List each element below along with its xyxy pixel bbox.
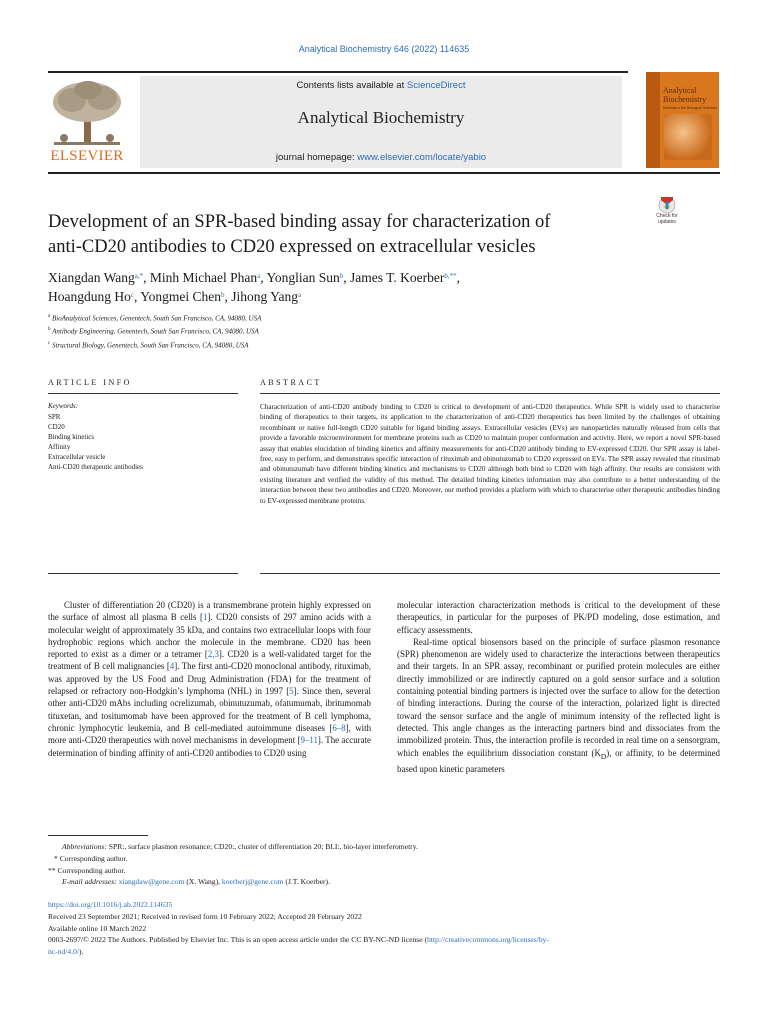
running-header[interactable]: Analytical Biochemistry 646 (2022) 114635 [298,44,470,54]
author-separator: , [456,270,460,285]
affiliation-text: Structural Biology, Genentech, South San Francisco, CA, 94080, USA [51,340,249,349]
affiliation-text: BioAnalytical Sciences, Genentech, South San Francisco, CA, 94080, USA [51,314,262,323]
journal-homepage-link[interactable]: www.elsevier.com/locate/yabio [357,152,487,163]
body-text: ]. The first anti-CD20 monoclonal antibody, rituximab, was approved by the US Food and Drug Administration (FDA) for the treatment of relapsed or refractory non-Hodgkin’s lymphoma (NHL) in 1997 [ [48,661,371,697]
author [48,289,140,304]
citation-link[interactable]: 9–11 [300,735,318,746]
body-text: ]. CD20 consists of 297 amino acids with a molecular weight of approximately 35 kDa, and contains two extracellular loops with four hydrophobic regions which anchor the molecule in the membrane. CD20 has been reported to exist as a dimer or a tetramer [ [48,612,371,660]
author-name: Hoangdung Ho [48,289,131,304]
email-link-koerber[interactable]: koerberj@gene.com [221,877,284,887]
article-info-heading: ARTICLE INFO [48,378,132,387]
affiliation-marker: c [48,340,51,346]
author [150,270,267,285]
author-affiliation-marker[interactable]: a [257,272,261,280]
author-affiliation-marker[interactable]: b [339,272,344,280]
author-separator: , [343,270,351,285]
received-dates: Received 23 September 2021; Received in revised form 10 February 2022; Accepted 28 February 2022 [48,911,362,921]
affiliation [48,311,608,324]
abstract-heading: ABSTRACT [260,378,322,387]
body-text: ]. The accurate determination of binding affinity of anti-CD20 antibodies to CD20 using [48,735,371,758]
journal-cover-thumbnail[interactable] [646,72,719,168]
sciencedirect-link[interactable]: ScienceDirect [406,80,466,91]
license-statement [48,934,720,958]
keyword: SPR [48,413,61,421]
keyword: Affinity [48,443,71,451]
corresponding-author-footnote: * Corresponding author. [54,853,128,863]
crossmark-icon [650,196,684,214]
author [350,270,460,285]
author-list [48,268,608,306]
body-text: ]. Since then, several other anti-CD20 mAbs including ocrelizumab, obinutuzumab, ofatumumab, ibritumomab tituxetan, and tositumomab have been approved for the treatment of B cell lymphoma, chronic lymphocytic leukemia, and B cell-mediated autoimmune diseases [ [48,686,371,733]
abstract-text: Characterization of anti-CD20 antibody binding to CD20 is critical to development of anti-CD20 therapeutics. While SPR is widely used to characterise binding of therapeutics to their targets, its application to the characterization of anti-CD20 therapeutics has been limited by the challenges of obtaining recombinant or native full-length CD20 suitable for ligand binding assays. Extracellular vesicles (EVs) are nanoparticles naturally released from cells that provide a favorable microenvironment for membrane proteins such as CD20 to maintain proper conformation and activity. Here, we report a novel SPR-based assay that enables elucidation of binding kinetics and affinity measurements for anti-CD20 antibody binding to EV-expressed CD20. Our SPR assay is label-free, easy to perform, and demonstrates specific interaction of rituximab and obinutuzumab to CD20 expressed on EVs. The SPR assay revealed that rituximab and obinutuzumab have different binding kinetics and mechanisms to CD20 although both bind to CD20 with high affinity. Our results are consistent with existing literature and verified the validity of this method. The detailed binding kinetics information may also contribute to a better understanding of the interaction between these two antibodies and CD20. Moreover, our method provides a platform with which to characterise other therapeutic antibodies binding to EV-expressed membrane proteins. [260,403,720,505]
author-separator: , [143,270,150,285]
body-text: Real-time optical biosensors based on the principle of surface plasmon resonance (SPR) phenomenon are widely used to characterize the interactions between therapeutics and their targets. In an SPR assay, recombinant or purified protein molecules are either directly immobilized or are indirectly captured on a gold sensor surface and a solution containing potential binding partners is injected over the surface to allow for the detection of binding interactions. During the course of the interaction, polarized light is directed toward the sensor surface and the angle of minimum intensity of the reflected light is detected. This angle changes as the interacting partners bind and dissociates from the immobilized protein. Thus, the interaction profile is recorded in real time on a sensorgram, which enables the equilibrium dissociation constant (K [397,636,720,758]
author-affiliation-marker[interactable]: b,** [444,272,457,280]
license-link-continued[interactable]: nc-nd/4.0/ [48,947,80,957]
kd-subscript: D [600,751,607,761]
doi-link[interactable]: https://doi.org/10.1016/j.ab.2022.114635 [48,900,173,909]
cover-title [663,86,706,104]
body-paragraph: molecular interaction characterization methods is critical to the development of these therapeutics, in particular for the purposes of PK/PD modeling, dose estimation, and efficacy assessments. [397,600,720,635]
affiliation [48,338,608,351]
masthead-top-rule [48,71,628,73]
crossmark-line2: updates [658,219,676,225]
citation-link[interactable]: 6–8 [332,722,346,733]
author [267,270,351,285]
body-column-right [397,599,720,775]
author-separator: , [260,270,267,285]
masthead-box [140,76,622,168]
elsevier-tree-logo [48,78,126,150]
journal-name: Analytical Biochemistry [297,108,465,127]
abstract-rule [260,393,720,394]
title-line-2: anti-CD20 antibodies to CD20 expressed on extracellular vesicles [48,237,536,257]
title-line-1: Development of an SPR-based binding assay for characterization of [48,212,551,232]
homepage-line [140,152,622,163]
license-text: 0003-2697/© 2022 The Authors. Published by Elsevier Inc. This is an open access article under the CC BY-NC-ND license ( [48,935,427,945]
author-separator: , [133,289,141,304]
affiliation-marker: a [48,314,51,319]
footnote-rule [48,835,148,836]
author [231,289,301,304]
citation-link[interactable]: 5 [289,686,294,697]
contents-prefix: Contents lists available at [296,80,407,91]
body-text: ]. CD20 is a well-validated target for the treatment of B cell malignancies [ [48,649,372,672]
affiliation-list [48,311,608,351]
check-for-updates-badge[interactable] [650,196,684,234]
body-column-left [48,599,371,759]
author-name: Yonglian Sun [266,270,340,285]
author [140,289,231,304]
author-affiliation-marker[interactable]: c [130,291,134,299]
author [48,270,150,285]
keyword: Extracellular vesicle [48,453,106,461]
author-affiliation-marker[interactable]: a,* [134,272,144,280]
author-name: Xiangdan Wang [48,270,135,285]
crossmark-label [650,213,684,225]
homepage-prefix: journal homepage: [275,152,358,163]
body-text: ], with more anti-CD20 therapeutics with novel mechanisms in development [ [48,722,372,746]
abbreviations-label: Abbreviations: [62,842,107,851]
author-name: Minh Michael Phan [149,270,258,285]
cover-subtitle: Methods in the Biological Sciences [663,106,718,110]
affiliation-marker: b [48,327,51,333]
crossmark-line1: Check for [656,213,678,219]
publication-info [48,899,720,958]
keyword: Anti-CD20 therapeutic antibodies [48,463,143,471]
available-online: Available online 10 March 2022 [48,923,147,933]
email-owner: (J.T. Koerber). [283,877,330,887]
author-affiliation-marker[interactable]: b [221,291,225,299]
contents-line [140,80,622,91]
body-text: ), or affinity, to be determined based upon kinetic parameters [397,747,720,774]
citation-link[interactable]: 1 [202,612,208,623]
author-name: Yongmei Chen [140,289,221,304]
author-separator: , [224,289,232,304]
article-info-bottom-rule [48,573,238,574]
author-name: James T. Koerber [350,270,445,285]
article-title [48,210,628,260]
citation-link[interactable]: 2,3 [207,649,219,660]
cover-title-line2: Biochemistry [663,95,707,104]
author-name: Jihong Yang [231,289,299,304]
corresponding-author-footnote-2: ** Corresponding author. [48,865,126,875]
abbreviations-text: SPR:, surface plasmon resonance; CD20:, cluster of differentiation 20; BLI:, bio-layer interferometry. [106,842,418,851]
license-end: ). [79,947,84,957]
affiliation-text: Antibody Engineering, Genentech, South San Francisco, CA, 94080, USA [52,327,259,336]
elsevier-wordmark: ELSEVIER [50,148,124,164]
citation-link[interactable]: 4 [169,661,175,672]
keyword: CD20 [48,423,65,431]
keywords-list [48,412,238,472]
footnotes [48,841,720,888]
keywords-label: Keywords: [48,402,79,410]
body-text: Cluster of differentiation 20 (CD20) is a transmembrane protein highly expressed on the surface of almost all plasma B cells [ [48,600,371,623]
cover-image [664,114,712,160]
abbreviations-footnote [48,841,720,853]
keyword: Binding kinetics [48,433,95,441]
email-label: E-mail addresses: [62,877,117,887]
abstract-bottom-rule [260,573,720,574]
email-footnote [48,876,720,888]
article-info-rule [48,393,238,394]
email-link-wang[interactable]: xiangdaw@gene.com [118,877,185,887]
masthead-bottom-rule [48,172,720,174]
email-owner: (X. Wang), [184,877,222,887]
cover-title-line1: Analytical [663,86,697,95]
body-paragraph [48,599,371,759]
cover-strip [646,72,660,168]
body-paragraph [397,636,720,775]
license-link[interactable]: http://creativecommons.org/licenses/by- [427,935,549,945]
author-affiliation-marker[interactable]: a [298,291,302,299]
affiliation [48,324,608,337]
